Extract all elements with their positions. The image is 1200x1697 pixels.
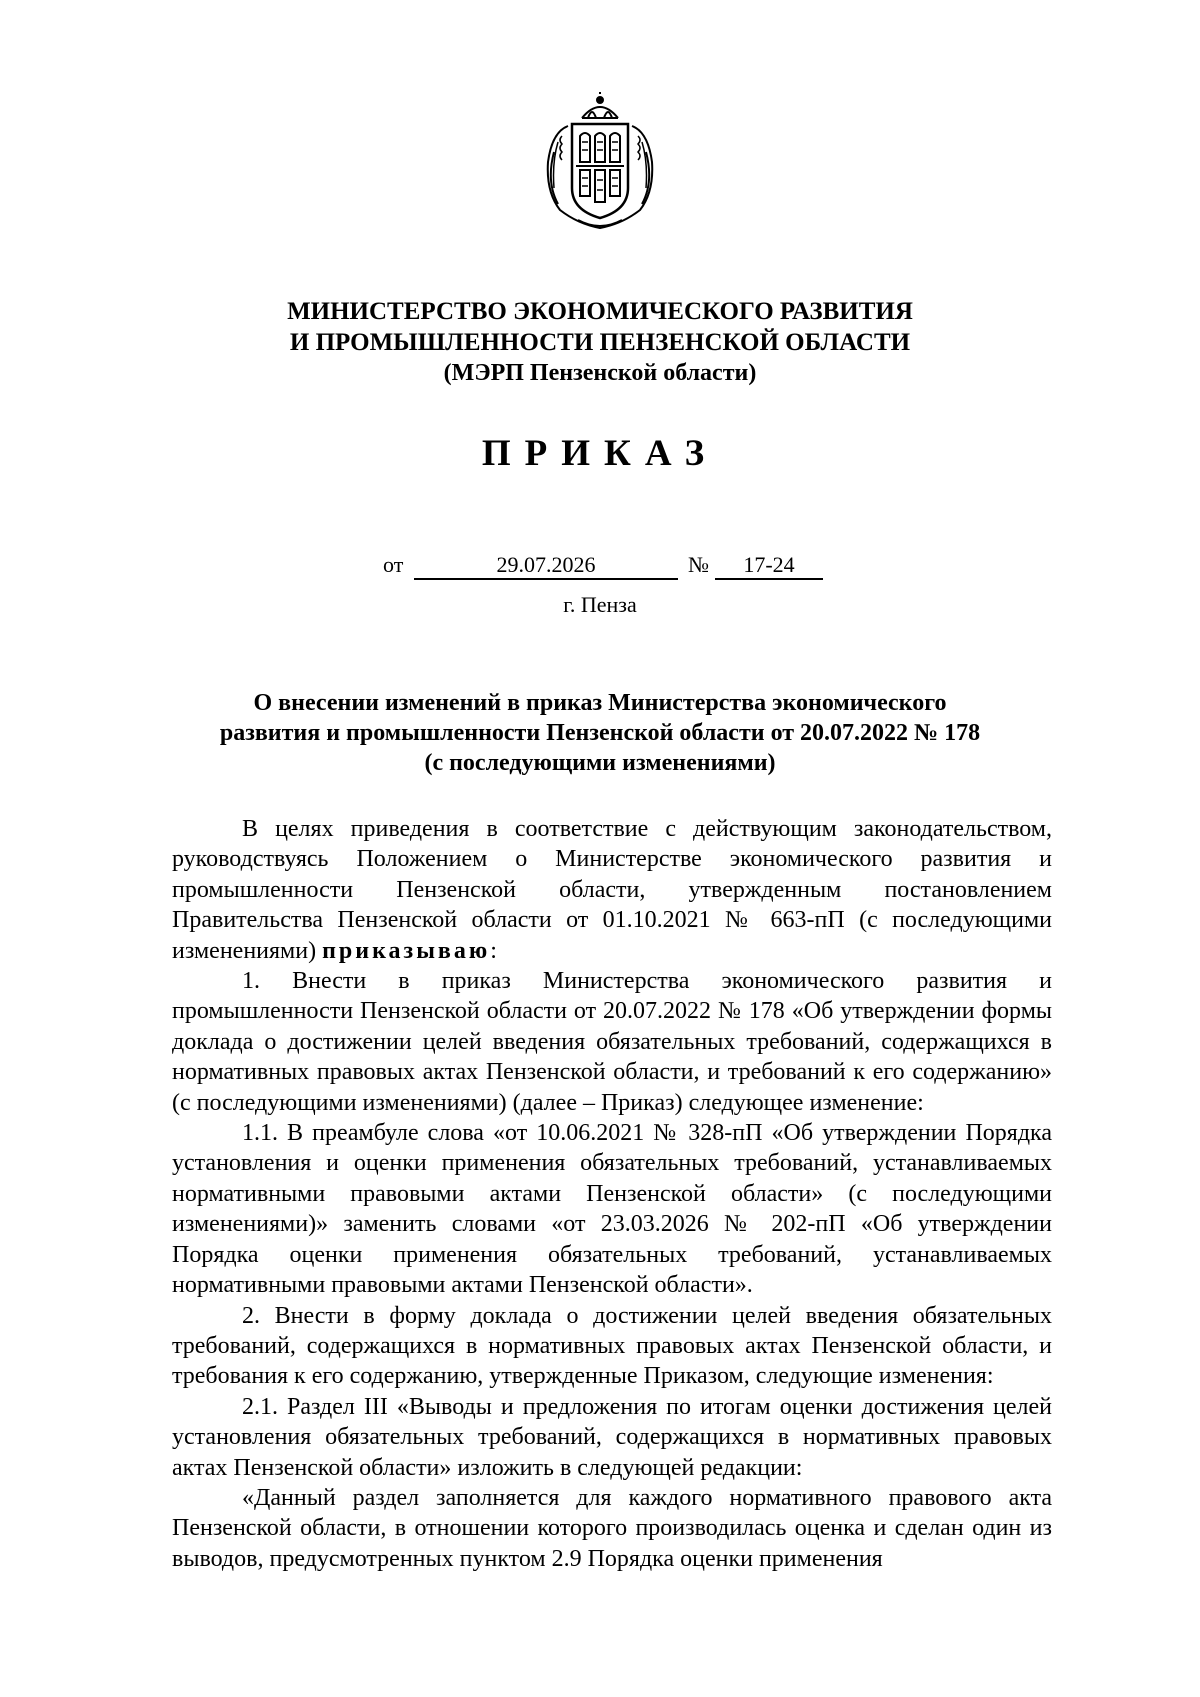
- paragraph-item-2: 2. Внести в форму доклада о достижении целей введения обязательных требований, содержащихся в нормативных правовых актах Пензенской области, и требования к его содержанию, утвержденные Приказом, следующие изменения:: [172, 1302, 1052, 1390]
- preamble-text: В целях приведения в соответствие с действующим законодательством, руководствуясь Положением о Министерстве экономического развития и промышленности Пензенской области, утвержденным постановлением Правительства Пензенской области от 01.10.2021 № 663-пП (с последующими изменениями): [172, 816, 1052, 964]
- document-body: [172, 814, 1052, 1574]
- city-line: г. Пенза: [563, 592, 637, 617]
- order-subject: [150, 688, 1050, 778]
- subject-line3: (с последующими изменениями): [424, 750, 776, 776]
- paragraph-item-2-1: 2.1. Раздел III «Выводы и предложения по итогам оценки достижения целей установления обязательных требований, содержащихся в нормативных правовых актах Пензенской области» изложить в следующей редакции:: [172, 1393, 1052, 1481]
- order-date: 29.07.2026: [414, 552, 678, 580]
- date-prefix: от: [383, 552, 404, 577]
- order-verb: приказываю: [322, 937, 491, 964]
- order-number: 17-24: [715, 552, 823, 580]
- paragraph-item-1: 1. Внести в приказ Министерства экономического развития и промышленности Пензенской области от 20.07.2022 № 178 «Об утверждении формы доклада о достижении целей введения обязательных требований, содержащихся в нормативных правовых актах Пензенской области, и требований к его содержанию» (с последующими изменениями) (далее – Приказ) следующее изменение:: [172, 968, 1052, 1116]
- document-title: ПРИКАЗ: [481, 433, 719, 474]
- paragraph-quote: «Данный раздел заполняется для каждого нормативного правового акта Пензенской области, в отношении которого производилась оценка и сделан один из выводов, предусмотренных пунктом 2.9 Порядка оценки применения: [172, 1484, 1052, 1572]
- ministry-heading: [150, 296, 1050, 389]
- paragraph-item-1-1: 1.1. В преамбуле слова «от 10.06.2021 № 328-пП «Об утверждении Порядка установления и оценки применения обязательных требований, устанавливаемых нормативными правовыми актами Пензенской области» (с последующими изменениями)» заменить словами «от 23.03.2026 № 202-пП «Об утверждении Порядка оценки применения обязательных требований, устанавливаемых нормативными правовыми актами Пензенской области».: [172, 1120, 1052, 1299]
- number-prefix: №: [688, 552, 709, 577]
- subject-line2: развития и промышленности Пензенской области от 20.07.2022 № 178: [219, 720, 981, 746]
- preamble-end: :: [490, 937, 497, 964]
- coat-of-arms-emblem: [538, 92, 662, 232]
- ministry-name-line2: И ПРОМЫШЛЕННОСТИ ПЕНЗЕНСКОЙ ОБЛАСТИ: [289, 329, 911, 356]
- paragraph-preamble: [172, 814, 1052, 966]
- date-number-line: [0, 548, 1200, 582]
- ministry-name-line1: МИНИСТЕРСТВО ЭКОНОМИЧЕСКОГО РАЗВИТИЯ: [287, 298, 913, 325]
- ministry-abbreviation: (МЭРП Пензенской области): [443, 360, 757, 386]
- subject-line1: О внесении изменений в приказ Министерства экономического: [253, 690, 947, 716]
